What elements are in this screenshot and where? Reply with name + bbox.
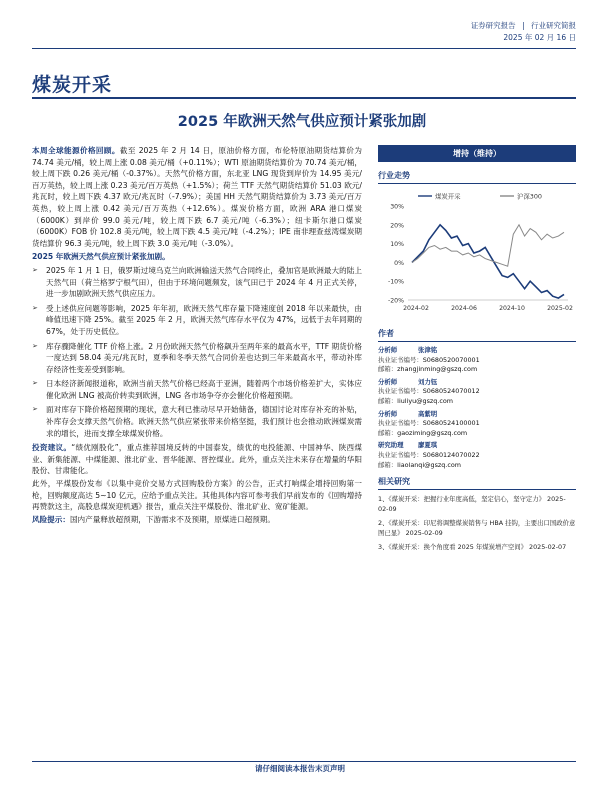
analyst-name: 高紫明 — [418, 409, 438, 418]
y-tick-label: 0% — [394, 259, 404, 267]
lead-paragraph — [32, 145, 362, 249]
y-tick-label: -20% — [388, 297, 404, 305]
bullet-arrow-icon: ➢ — [32, 265, 38, 274]
cert-number: S0680124070022 — [422, 450, 480, 459]
cert-label: 执业证书编号： — [378, 419, 423, 428]
email-label: 邮箱： — [378, 460, 398, 469]
analyst-email[interactable]: liuliyu@gszq.com — [397, 396, 454, 405]
footer-divider — [32, 761, 576, 762]
cert-number: S0680524070012 — [422, 387, 480, 396]
bullet-item: ➢ 受上述供应问题等影响，2025 年年初，欧洲天然气库存量下降速度创 2018 年以来最快，由峰值迅速下降 25%。截至 2025 年 2 月，欧洲天然气库存水平仅为 47%，远低于去年同期的 67%，处于历史低位。 — [32, 303, 362, 336]
bullet-item: ➢ 面对库存下降价格超预期的现状，意大利已推动尽早开始储备，德国讨论对库存补充的补贴，补库存会支撑天然气价格。欧洲天然气供应紧张带来价格坚挺，我们预计也会推动欧洲煤炭需求的增长，进而支撑全球煤炭价格。 — [32, 405, 362, 438]
report-date: 2025 年 02 月 16 日 — [503, 33, 576, 42]
bullet-item: ➢ 2025 年 1 月 1 日，俄罗斯过境乌克兰向欧洲输送天然气合同终止，叠加官是欧洲最大的陆上天然气田（荷兰格罗宁根气田），但由于环境问题频发，该气田已于 2024 年 4 月正式关停，进一步加剧欧洲天然气供应压力。 — [32, 265, 362, 299]
x-tick-label: 2024-10 — [499, 305, 525, 312]
analyst-entry — [378, 346, 576, 375]
y-tick-label: 20% — [390, 222, 404, 230]
sidebar — [378, 145, 576, 556]
legend-label: 煤炭开采 — [435, 192, 461, 201]
lead-text: 截至 2025 年 2 月 14 日，原油价格方面，布伦特原油期货结算价为 74.74 美元/桶，较上周上涨 0.08 美元/桶（+0.11%）；WTI 原油期货结算价为 70.74 美元/桶，较上周下跌 0.26 美元/桶（-0.37%）。天然气价格方面，东北亚 LNG 现货到岸价为 14.95 美元/百万英热，较上周上涨 0.23 美元/百万英热（+1.5%）；荷兰 TTF 天然气期货结算价 51.03 欧元/兆瓦时，较上周下跌 4.37 欧元/兆瓦时（-7.9%）；美国 HH 天然气期货结算价为 3.73 美元/百万英热，较上周上涨 0.42 美元/百万英热（+12.6%）。煤炭价格方面，欧洲 ARA 港口煤炭（6000K）到岸价 99.0 美元/吨，较上周下跌 6.7 美元/吨（-6.3%）；纽卡斯尔港口煤炭（6000K）FOB 价 102.8 美元/吨，较上周下跌 4.5 美元/吨（-4.2%）；IPE 南非理查兹湾煤炭期货结算价 96.3 美元/吨，较上周下跌 3.0 美元/吨（-3.0%）。 — [32, 146, 362, 248]
bullet-arrow-icon: ➢ — [32, 303, 38, 312]
invest-paragraph — [32, 442, 362, 477]
trend-title: 行业走势 — [378, 170, 576, 184]
bullet-arrow-icon: ➢ — [32, 341, 38, 350]
header-divider — [32, 48, 576, 49]
related-item[interactable]: 3、《煤炭开采：换个角度看 2025 年煤炭增产空间》 2025-02-07 — [378, 543, 567, 552]
analyst-role: 分析师 — [378, 409, 398, 418]
analyst-role: 研究助理 — [378, 441, 404, 450]
bullet-arrow-icon: ➢ — [32, 405, 38, 414]
analyst-list — [378, 346, 576, 470]
legend-label: 沪深300 — [517, 192, 542, 201]
sector-name: 煤炭开采 — [32, 74, 113, 96]
analyst-entry — [378, 378, 576, 407]
bullet-item: ➢ 日本经济新闻报道称，欧洲当前天然气价格已经高于亚洲，随着两个市场价格差扩大，实体应催化欧洲 LNG 被高价转卖到欧洲，LNG 各市场争夺亦会催化价格超预期。 — [32, 379, 362, 400]
related-item[interactable]: 1、《煤炭开采：把握行业年度高低，坚定信心，坚守定力》 2025-02-09 — [378, 495, 566, 514]
x-tick-label: 2025-02 — [547, 305, 573, 312]
y-tick-label: -10% — [388, 278, 404, 286]
trend-chart-svg — [378, 188, 576, 320]
analysts-title: 作者 — [378, 328, 576, 342]
main-content — [32, 145, 362, 526]
report-sub: 行业研究简报 — [531, 21, 576, 30]
risk-paragraph — [32, 514, 362, 526]
cert-label: 执业证书编号： — [378, 387, 423, 396]
y-tick-label: 10% — [390, 241, 404, 249]
analyst-name: 廖夏琪 — [418, 441, 438, 450]
extra-paragraph: 此外，平煤股份发布《以集中竞价交易方式回购股份方案》的公告，正式打响煤企增持回购第一枪，回购额度高达 5~10 亿元，应给予重点关注。其他具体内容可参考我们早前发布的《回购增持再赞款这主，高股息煤炭迎机遇》报告，重点关注平煤股份、淮北矿业、宽矿能源。 — [32, 479, 362, 512]
email-label: 邮箱： — [378, 365, 398, 374]
analyst-role: 分析师 — [378, 346, 398, 354]
risk-label: 风险提示： — [32, 514, 70, 524]
header-separator: | — [522, 21, 525, 30]
sector-divider — [32, 97, 576, 99]
email-label: 邮箱： — [378, 396, 398, 405]
rating-badge: 增持（维持） — [378, 145, 576, 162]
trend-chart — [378, 188, 576, 320]
y-tick-label: 30% — [390, 203, 404, 211]
email-label: 邮箱： — [378, 428, 398, 437]
related-item[interactable]: 2、《煤炭开采：印尼将调整煤炭销售与 HBA 挂钩，主要出口国政价意图已显》 2025-02-09 — [378, 519, 576, 538]
analyst-name: 张津铭 — [418, 346, 438, 354]
analyst-entry — [378, 410, 576, 439]
related-title: 相关研究 — [378, 476, 576, 490]
footer-disclaimer: 请仔细阅读本报告末页声明 — [255, 764, 345, 773]
analyst-email[interactable]: gaoziming@gszq.com — [397, 428, 468, 437]
analyst-email[interactable]: liaolanqi@gszq.com — [397, 460, 461, 469]
report-header — [467, 20, 576, 44]
invest-text: “绩优刚股化”，重点推荐国境反转的中国泰发，绩优的电投能源、中国神华、陕西煤业、新集能源、中煤能源、淮北矿业、晋华能源、晋控煤业。此外，重点关注未来存在增量的华阳股份、甘肃能化。 — [32, 443, 363, 476]
cert-label: 执业证书编号： — [378, 355, 423, 364]
bullet-item: ➢ 库存骤降催化 TTF 价格上涨。2 月份欧洲天然气价格飙升至两年来的最高水平，TTF 期货价格一度达到 58.04 美元/兆瓦时，夏季和冬季天然气合同价差也达到三年来最高水平，带动补库存经济性变差受到影响。 — [32, 341, 362, 374]
series-line — [412, 225, 564, 298]
report-title: 2025 年欧洲天然气供应预计紧张加剧 — [177, 114, 427, 130]
x-tick-label: 2024-06 — [451, 305, 477, 312]
analyst-role: 分析师 — [378, 377, 398, 386]
invest-label: 投资建议。 — [32, 443, 72, 453]
analyst-name: 刘力钰 — [418, 377, 438, 386]
x-tick-label: 2024-02 — [403, 305, 429, 312]
cert-number: S0680520070001 — [422, 355, 480, 364]
cert-number: S0680524100001 — [422, 419, 480, 428]
bullet-arrow-icon: ➢ — [32, 379, 38, 388]
analyst-email[interactable]: zhangjinming@gszq.com — [397, 365, 478, 374]
sub-heading: 2025 年欧洲天然气供应预计紧张加剧。 — [32, 252, 170, 262]
lead-label: 本周全球能源价格回顾。 — [32, 146, 120, 155]
cert-label: 执业证书编号： — [378, 450, 423, 459]
analyst-entry — [378, 441, 576, 470]
risk-text: 国内产量释放超预期，下游需求不及预期，原煤进口超预期。 — [69, 514, 275, 524]
related-list — [378, 494, 576, 552]
report-type: 证券研究报告 — [470, 21, 516, 30]
